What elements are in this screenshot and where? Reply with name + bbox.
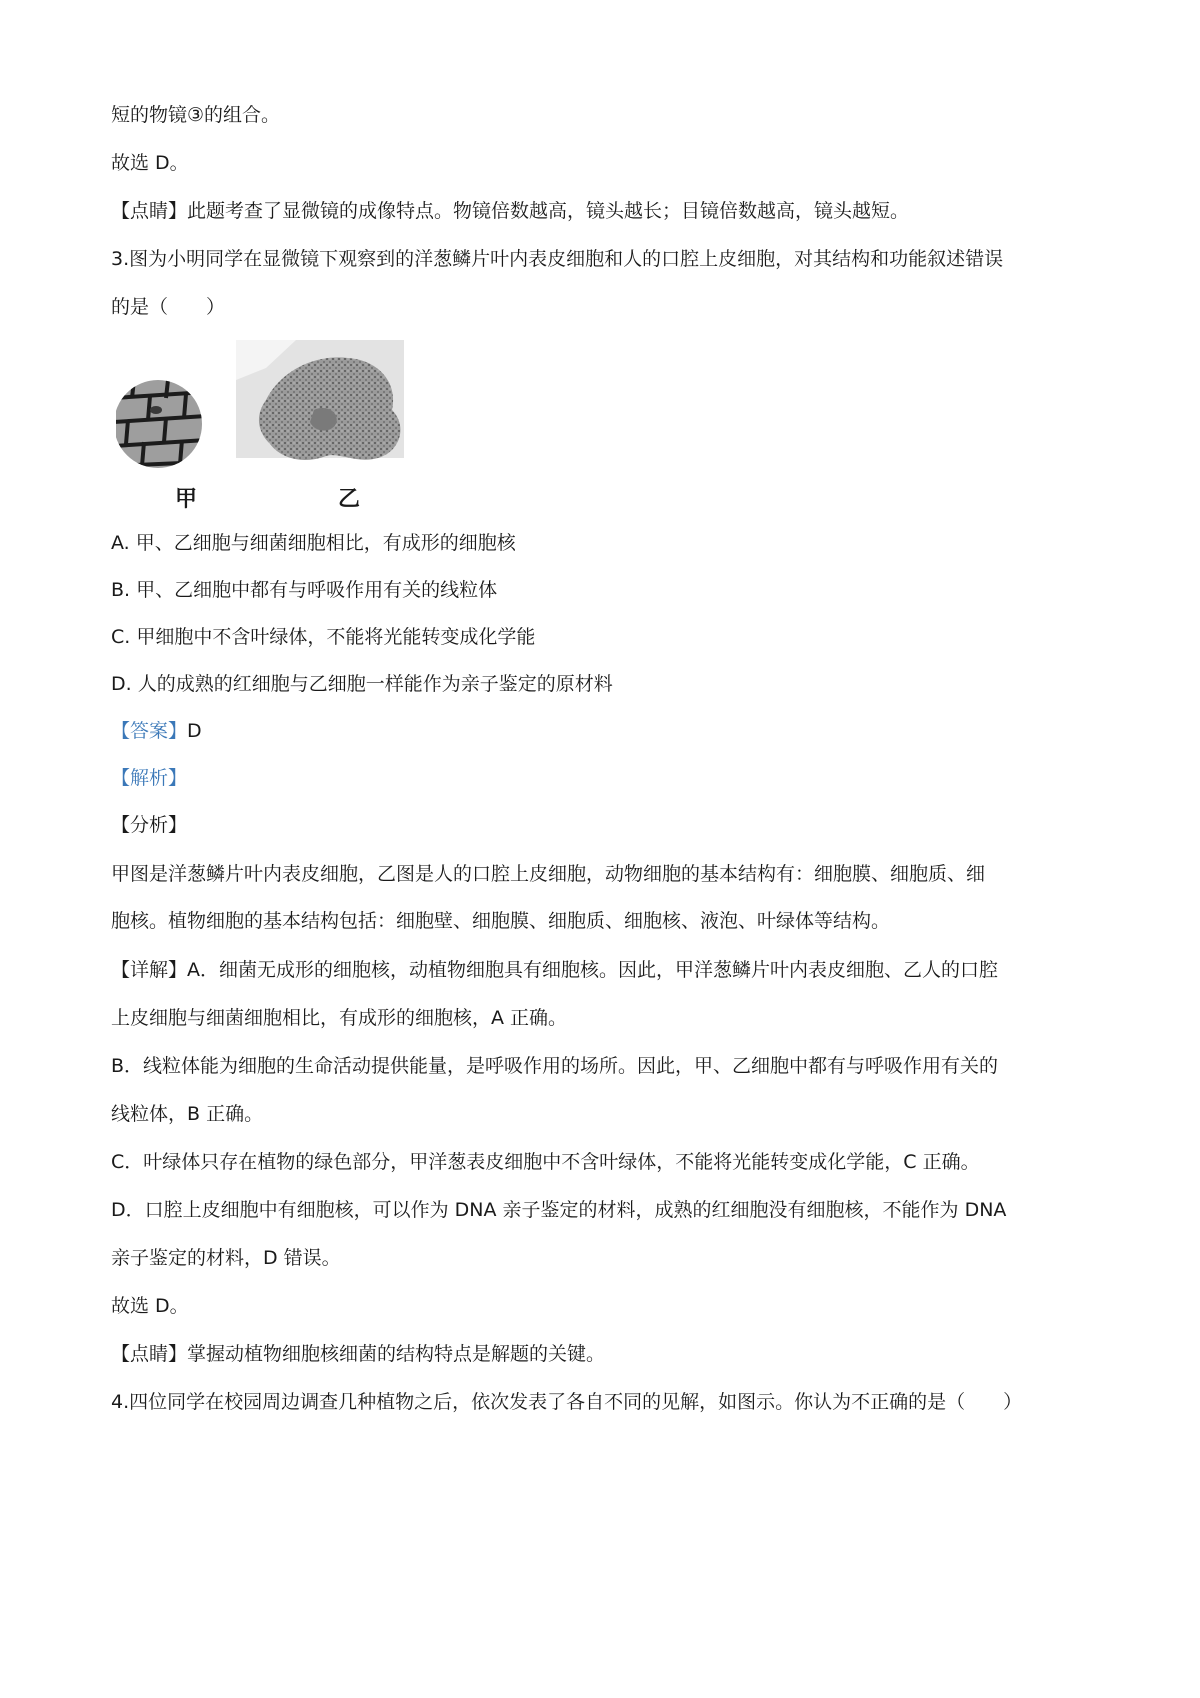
note-line: 【点睛】此题考查了显微镜的成像特点。物镜倍数越高，镜头越长；目镜倍数越高，镜头越短。 <box>111 200 910 222</box>
analysis-label: 【解析】 <box>111 767 188 789</box>
text-line: C．叶绿体只存在植物的绿色部分，甲洋葱表皮细胞中不含叶绿体，不能将光能转变成化学能，C 正确。 <box>111 1151 980 1173</box>
text-line: 甲图是洋葱鳞片叶内表皮细胞，乙图是人的口腔上皮细胞，动物细胞的基本结构有：细胞膜、细胞质、细 <box>111 863 986 885</box>
figure-label-yi: 乙 <box>338 487 361 512</box>
text-line: 【详解】A．细菌无成形的细胞核，动植物细胞具有细胞核。因此，甲洋葱鳞片叶内表皮细胞、乙人的口腔 <box>111 959 999 981</box>
cell-figure <box>116 340 446 520</box>
answer-value: D <box>187 720 202 742</box>
option-b: B. 甲、乙细胞中都有与呼吸作用有关的线粒体 <box>111 579 498 601</box>
question-4-stem: 4.四位同学在校园周边调查几种植物之后，依次发表了各自不同的见解，如图示。你认为不正确的是（ ） <box>111 1391 1023 1413</box>
text-line: D．口腔上皮细胞中有细胞核，可以作为 DNA 亲子鉴定的材料，成熟的红细胞没有细胞核，不能作为 DNA <box>111 1199 1007 1221</box>
note-line: 【点睛】掌握动植物细胞核细菌的结构特点是解题的关键。 <box>111 1343 606 1365</box>
cheek-cell-image <box>236 340 404 460</box>
option-c: C. 甲细胞中不含叶绿体，不能将光能转变成化学能 <box>111 626 536 648</box>
text-line: 胞核。植物细胞的基本结构包括：细胞壁、细胞膜、细胞质、细胞核、液泡、叶绿体等结构。 <box>111 910 891 932</box>
question-3-stem-cont: 的是（ ） <box>111 296 226 318</box>
text-line: B．线粒体能为细胞的生命活动提供能量，是呼吸作用的场所。因此，甲、乙细胞中都有与呼吸作用有关的 <box>111 1055 999 1077</box>
text-line: 上皮细胞与细菌细胞相比，有成形的细胞核，A 正确。 <box>111 1007 568 1029</box>
answer-line <box>111 718 202 744</box>
answer-label: 【答案】 <box>111 720 188 742</box>
text-line: 短的物镜③的组合。 <box>111 104 281 126</box>
text-line: 亲子鉴定的材料，D 错误。 <box>111 1247 341 1269</box>
text-line: 【分析】 <box>111 814 188 836</box>
option-a: A. 甲、乙细胞与细菌细胞相比，有成形的细胞核 <box>111 532 516 554</box>
text-line: 故选 D。 <box>111 1295 189 1317</box>
text-line: 故选 D。 <box>111 152 189 174</box>
option-d: D. 人的成熟的红细胞与乙细胞一样能作为亲子鉴定的原材料 <box>111 673 613 695</box>
question-3-stem: 3.图为小明同学在显微镜下观察到的洋葱鳞片叶内表皮细胞和人的口腔上皮细胞，对其结构和功能叙述错误 <box>111 248 1004 270</box>
text-line: 线粒体，B 正确。 <box>111 1103 264 1125</box>
onion-cell-image <box>116 380 206 470</box>
figure-label-jia: 甲 <box>175 487 198 512</box>
